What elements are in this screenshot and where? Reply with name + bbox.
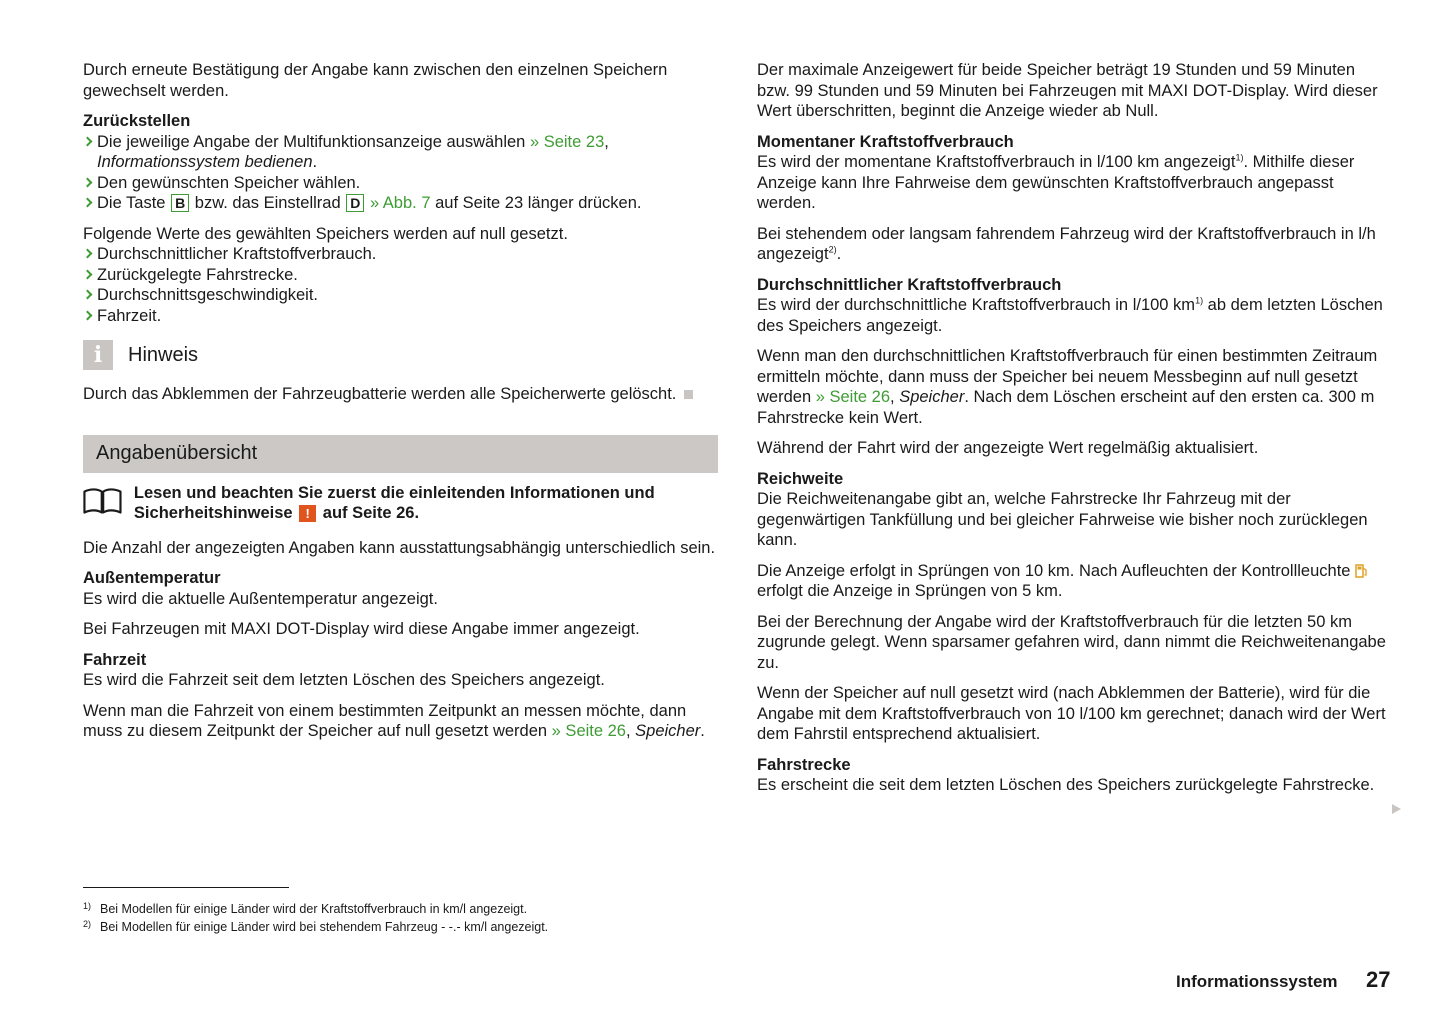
seite-23-link[interactable]: » Seite 23 — [529, 132, 605, 151]
list-item: Durchschnittlicher Kraftstoffverbrauch. — [83, 244, 718, 265]
key-d-icon: D — [346, 194, 364, 212]
momentaner-heading: Momentaner Kraftstoffverbrauch — [757, 132, 1014, 151]
footnotes — [83, 900, 548, 936]
list-item: Zurückgelegte Fahrstrecke. — [83, 265, 718, 286]
paragraph: Es wird die aktuelle Außentemperatur angezeigt. — [83, 589, 438, 608]
seite-26-link[interactable]: » Seite 26 — [551, 722, 626, 740]
paragraph: Bei Fahrzeugen mit MAXI DOT-Display wird diese Angabe immer angezeigt. — [83, 620, 640, 638]
zurueckstellen-heading: Zurückstellen — [83, 112, 191, 130]
hinweis-text: Durch das Abklemmen der Fahrzeugbatterie werden alle Speicherwerte gelöscht. — [83, 384, 718, 405]
reichweite-heading: Reichweite — [757, 469, 844, 488]
paragraph: Wenn man den durchschnittlichen Kraftstoffverbrauch für einen bestimmten Zeitraum ermitteln möchte, dann muss der Speicher bei neuem Messbeginn auf null gesetzt werden » Seite 26, Speicher. Nach dem Löschen erscheint auf den ersten ca. 300 m Fahrstrecke kein Wert. — [757, 347, 1378, 427]
footnote: 1) Bei Modellen für einige Länder wird der Kraftstoffverbrauch in km/l angezeigt. — [83, 901, 528, 916]
footnote-ref[interactable]: 1) — [1195, 295, 1204, 306]
seite-26-link[interactable]: » Seite 26 — [815, 388, 891, 406]
durchschnittlicher-heading: Durchschnittlicher Kraftstoffverbrauch — [757, 275, 1062, 294]
fahrstrecke-heading: Fahrstrecke — [757, 755, 851, 774]
end-square-icon — [684, 390, 693, 399]
read-first-notice: Lesen und beachten Sie zuerst die einleitenden Informationen und Sicherheitshinweise ! auf Seite 26. — [83, 483, 718, 524]
hinweis-title: Hinweis — [128, 343, 199, 366]
anzahl-paragraph: Die Anzahl der angezeigten Angaben kann ausstattungsabhängig unterschiedlich sein. — [83, 538, 716, 557]
footnote-divider — [83, 887, 289, 888]
paragraph: Es wird der momentane Kraftstoffverbrauch in l/100 km angezeigt$^{1)}$. Mithilfe dieser Anzeige kann Ihre Fahrweise dem gewünschten Kraftstoffverbrauch angepasst werden. — [757, 152, 1355, 212]
paragraph: Bei stehendem oder langsam fahrendem Fahrzeug wird der Kraftstoffverbrauch in l/h angezeigt$^{2)}$. — [757, 224, 1376, 263]
paragraph: Wenn der Speicher auf null gesetzt wird (nach Abklemmen der Batterie), wird für die Angabe mit dem Kraftstoffverbrauch von 10 l/100 km gerechnet; danach wird der Wert dem Fahrstil entsprechend aktualisiert. — [757, 684, 1386, 743]
paragraph: Während der Fahrt wird der angezeigte Wert regelmäßig aktualisiert. — [757, 439, 1259, 457]
paragraph: Es erscheint die seit dem letzten Löschen des Speichers zurückgelegte Fahrstrecke. — [757, 776, 1375, 794]
page-number: 27 — [1366, 967, 1391, 992]
list-item: Durchschnittsgeschwindigkeit. — [83, 285, 718, 306]
section-title: Angabenübersicht — [96, 442, 258, 465]
footnote-ref[interactable]: 1) — [1235, 152, 1244, 163]
paragraph: Der maximale Anzeigewert für beide Speicher beträgt 19 Stunden und 59 Minuten bzw. 99 Stunden und 59 Minuten bei Fahrzeugen mit MAXI DOT-Display. Wird dieser Wert überschritten, beginnt die Anzeige wieder ab Null. — [757, 61, 1378, 120]
key-b-icon: B — [171, 194, 189, 212]
abb-7-link[interactable]: » Abb. 7 — [369, 194, 431, 212]
list-item: Die Taste B bzw. das Einstellrad D » Abb. 7 auf Seite 23 länger drücken. — [83, 193, 718, 214]
footnote-ref[interactable]: 2) — [828, 244, 837, 255]
list-item: Fahrzeit. — [83, 306, 718, 327]
section-title-bar — [83, 435, 718, 473]
paragraph: Wenn man die Fahrzeit von einem bestimmten Zeitpunkt an messen möchte, dann muss zu diesem Zeitpunkt der Speicher auf null gesetzt werden » Seite 26, Speicher. — [83, 701, 705, 740]
paragraph: Die Reichweitenangabe gibt an, welche Fahrstrecke Ihr Fahrzeug mit der gegenwärtigen Tankfüllung und bei gleicher Fahrweise wie bisher noch zurücklegen kann. — [757, 490, 1368, 549]
footnote: 2) Bei Modellen für einige Länder wird bei stehendem Fahrzeug - -.- km/l angezeigt. — [83, 919, 549, 934]
aussentemperatur-heading: Außentemperatur — [83, 569, 221, 587]
paragraph: Es wird der durchschnittliche Kraftstoffverbrauch in l/100 $km^{1)}$ ab dem letzten Löschen des Speichers angezeigt. — [757, 295, 1383, 335]
paragraph: Bei der Berechnung der Angabe wird der Kraftstoffverbrauch für die letzten 50 km zugrunde gelegt. Wenn sparsamer gefahren wird, dann nimmt die Reichweitenangabe zu. — [757, 612, 1386, 672]
list-item: Die jeweilige Angabe der Multifunktionsanzeige auswählen » Seite 23, Informationssystem bedienen. — [83, 132, 718, 173]
right-column — [757, 60, 1392, 806]
left-column — [83, 60, 718, 752]
continue-arrow-icon — [1392, 804, 1401, 814]
paragraph: Es wird die Fahrzeit seit dem letzten Löschen des Speichers angezeigt. — [83, 671, 605, 689]
footer-section-title: Informationssystem — [1176, 972, 1338, 991]
fuel-warning-icon — [1355, 564, 1368, 578]
paragraph: Die Anzeige erfolgt in Sprüngen von 10 km. Nach Aufleuchten der Kontrollleuchte erfolgt die Anzeige in Sprüngen von 5 km. — [757, 561, 1392, 602]
list-item: Den gewünschten Speicher wählen. — [83, 173, 718, 194]
fahrzeit-heading: Fahrzeit — [83, 650, 147, 669]
hinweis-header — [83, 340, 718, 370]
book-icon — [83, 483, 122, 519]
info-icon: i — [83, 340, 113, 370]
warning-icon: ! — [299, 505, 316, 522]
intro-paragraph: Durch erneute Bestätigung der Angabe kann zwischen den einzelnen Speichern gewechselt werden. — [83, 61, 668, 100]
reset-intro: Folgende Werte des gewählten Speichers werden auf null gesetzt. — [83, 224, 568, 243]
